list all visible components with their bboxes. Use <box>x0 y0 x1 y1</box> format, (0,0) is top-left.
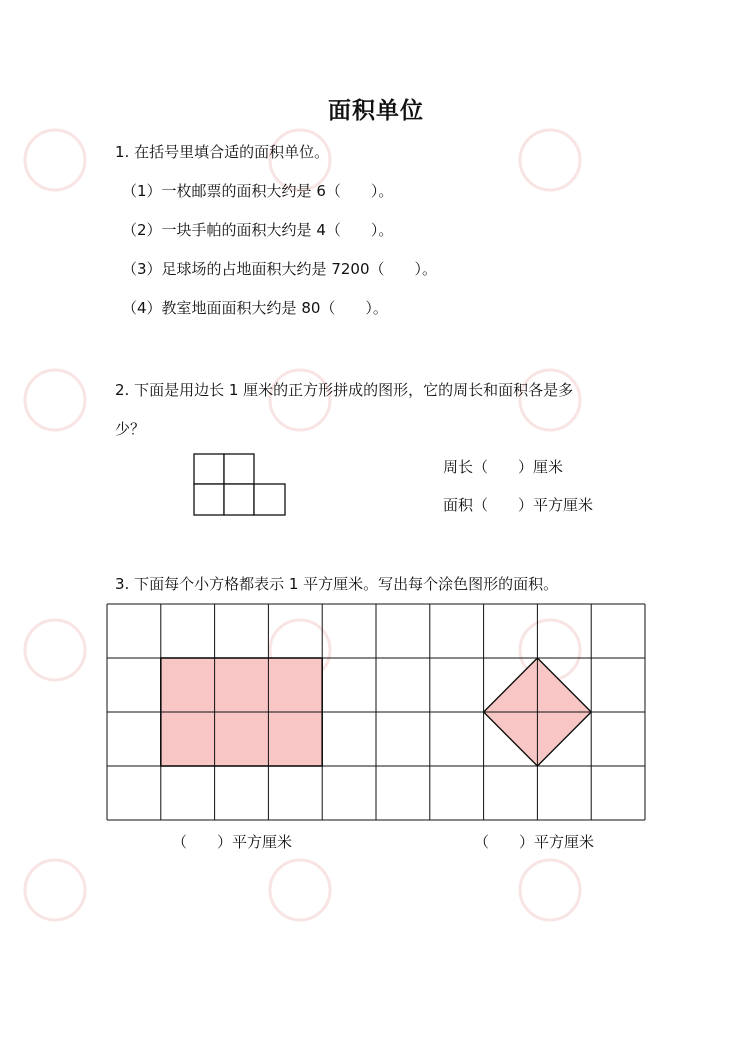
q2-prompt-line1: 2. 下面是用边长 1 厘米的正方形拼成的图形，它的周长和面积各是多 <box>115 381 574 399</box>
q3-prompt: 3. 下面每个小方格都表示 1 平方厘米。写出每个涂色图形的面积。 <box>115 575 559 593</box>
q1-item-3: （3）足球场的占地面积大约是 7200（ ）。 <box>122 260 437 278</box>
q1-item-1: （1）一枚邮票的面积大约是 6（ ）。 <box>122 182 394 200</box>
q3-answer-right: （ ）平方厘米 <box>474 833 595 851</box>
q1-item-4: （4）教室地面面积大约是 80（ ）。 <box>122 299 388 317</box>
page-title: 面积单位 <box>328 98 424 124</box>
q2-area-label: 面积（ ）平方厘米 <box>443 496 594 514</box>
q2-prompt-line2: 少？ <box>115 420 146 438</box>
q1-prompt: 1. 在括号里填合适的面积单位。 <box>115 143 330 161</box>
q2-perimeter-label: 周长（ ）厘米 <box>443 458 564 476</box>
q1-item-2: （2）一块手帕的面积大约是 4（ ）。 <box>122 221 394 239</box>
q3-answer-left: （ ）平方厘米 <box>172 833 293 851</box>
